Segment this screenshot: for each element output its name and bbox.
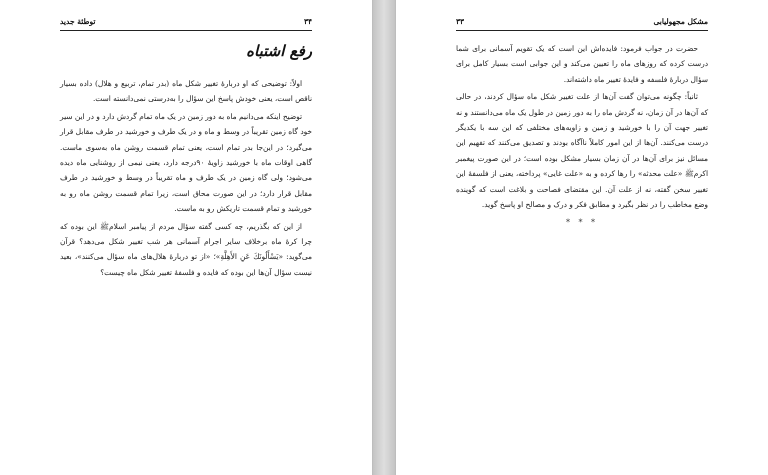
paragraph: از این که بگذریم، چه کسی گفته سؤال مردم از پیامبر اسلامﷺ این بوده که چرا کرهٔ ماه برخلاف سایر اجرام آسمانی هر شب تغییر شکل می‌دهد؟ قرآن می‌گوید: «یَسْأَلُونَكَ عَنِ الأَهِلَّةِ»؛ «از تو دربارهٔ هلال‌های ماه سؤال می‌کنند»، بعید نیست سؤال آن‌ها این بوده که فایده و فلسفهٔ تغییر شکل ماه چیست؟ — [60, 221, 312, 277]
left-page-header — [60, 16, 312, 31]
section-title: رفع اشتباه — [246, 42, 312, 60]
page-number: ۳۴ — [303, 17, 312, 26]
section-end-ornament: * * * — [565, 218, 599, 228]
running-title: توطئة جديد — [60, 17, 96, 26]
paragraph: ثانیاً: چگونه می‌توان گفت آن‌ها از علت تغییر شکل ماه سؤال کردند، در حالی که آن‌ها در آن زمان، نه گردش ماه را به دور زمین در طول یک ماه می‌دانستند و نه تغییر جهت آن را با خورشید و زمین و زاویه‌های مختلفی که این سه با یکدیگر درست می‌کنند. آن‌ها از این امور کاملاً ناآگاه بودند و تصدیق می‌کنند که تفهیم این مسائل نیز برای آن‌ها در آن زمان بسیار مشکل بوده است؛ در این صورت پیغمبر اکرمﷺ «علت محدثه» را رها کرده و به «علت غایی» پرداخته، یعنی از فلسفهٔ این تغییر سخن گفته، نه از علت آن. این مقتضای فصاحت و بلاغت است که گوینده وضع مخاطب را در نظر بگیرد و مطابق فکر و درک و مصالح او پاسخ گوید. — [456, 92, 708, 210]
right-page-body — [456, 41, 708, 231]
right-page-header — [456, 16, 708, 31]
left-page-body — [60, 76, 312, 282]
running-title: مشکل مجهولیابی — [653, 17, 708, 26]
left-page — [0, 0, 373, 475]
book-gutter — [373, 0, 395, 475]
paragraph: توضیح اینکه می‌دانیم ماه به دور زمین در یک ماه تمام گردش دارد و در این سیر خود گاه زمین تقریباً در وسط و ماه و در یک طرف و خورشید در طرف مقابل قرار می‌گیرد؛ در این‌جا بدر تمام است، یعنی تمام قسمت روشن ماه به‌سوی ماست. گاهی اوقات ماه با خورشید زاویهٔ ۹۰درجه دارد، یعنی نیمی از روشنایی ماه دیده می‌شود؛ ولی گاه زمین در یک طرف و ماه تقریباً در وسط و خورشید در طرف مقابل قرار دارد؛ در این صورت محاق است، زیرا تمام قسمت روشن ماه رو به خورشید و تمام قسمت تاریکش رو به ماست. — [60, 111, 312, 214]
right-page — [395, 0, 768, 475]
page-number: ۳۳ — [456, 17, 465, 26]
paragraph: اولاً: توضیحی که او دربارهٔ تغییر شکل ماه (بدر تمام، تربیع و هلال) داده بسیار ناقص است، یعنی خودش پاسخ این سؤال را به‌درستی نمی‌دانسته است. — [60, 79, 312, 104]
paragraph: حضرت در جواب فرمود: فایده‌اش این است که یک تقویم آسمانی برای شما درست کرده که روزهای ماه را تعیین می‌کند و این جوابی است بسیار کامل برای سؤال دربارهٔ فلسفه و فایدهٔ تغییر ماه داشته‌اند. — [456, 44, 708, 84]
